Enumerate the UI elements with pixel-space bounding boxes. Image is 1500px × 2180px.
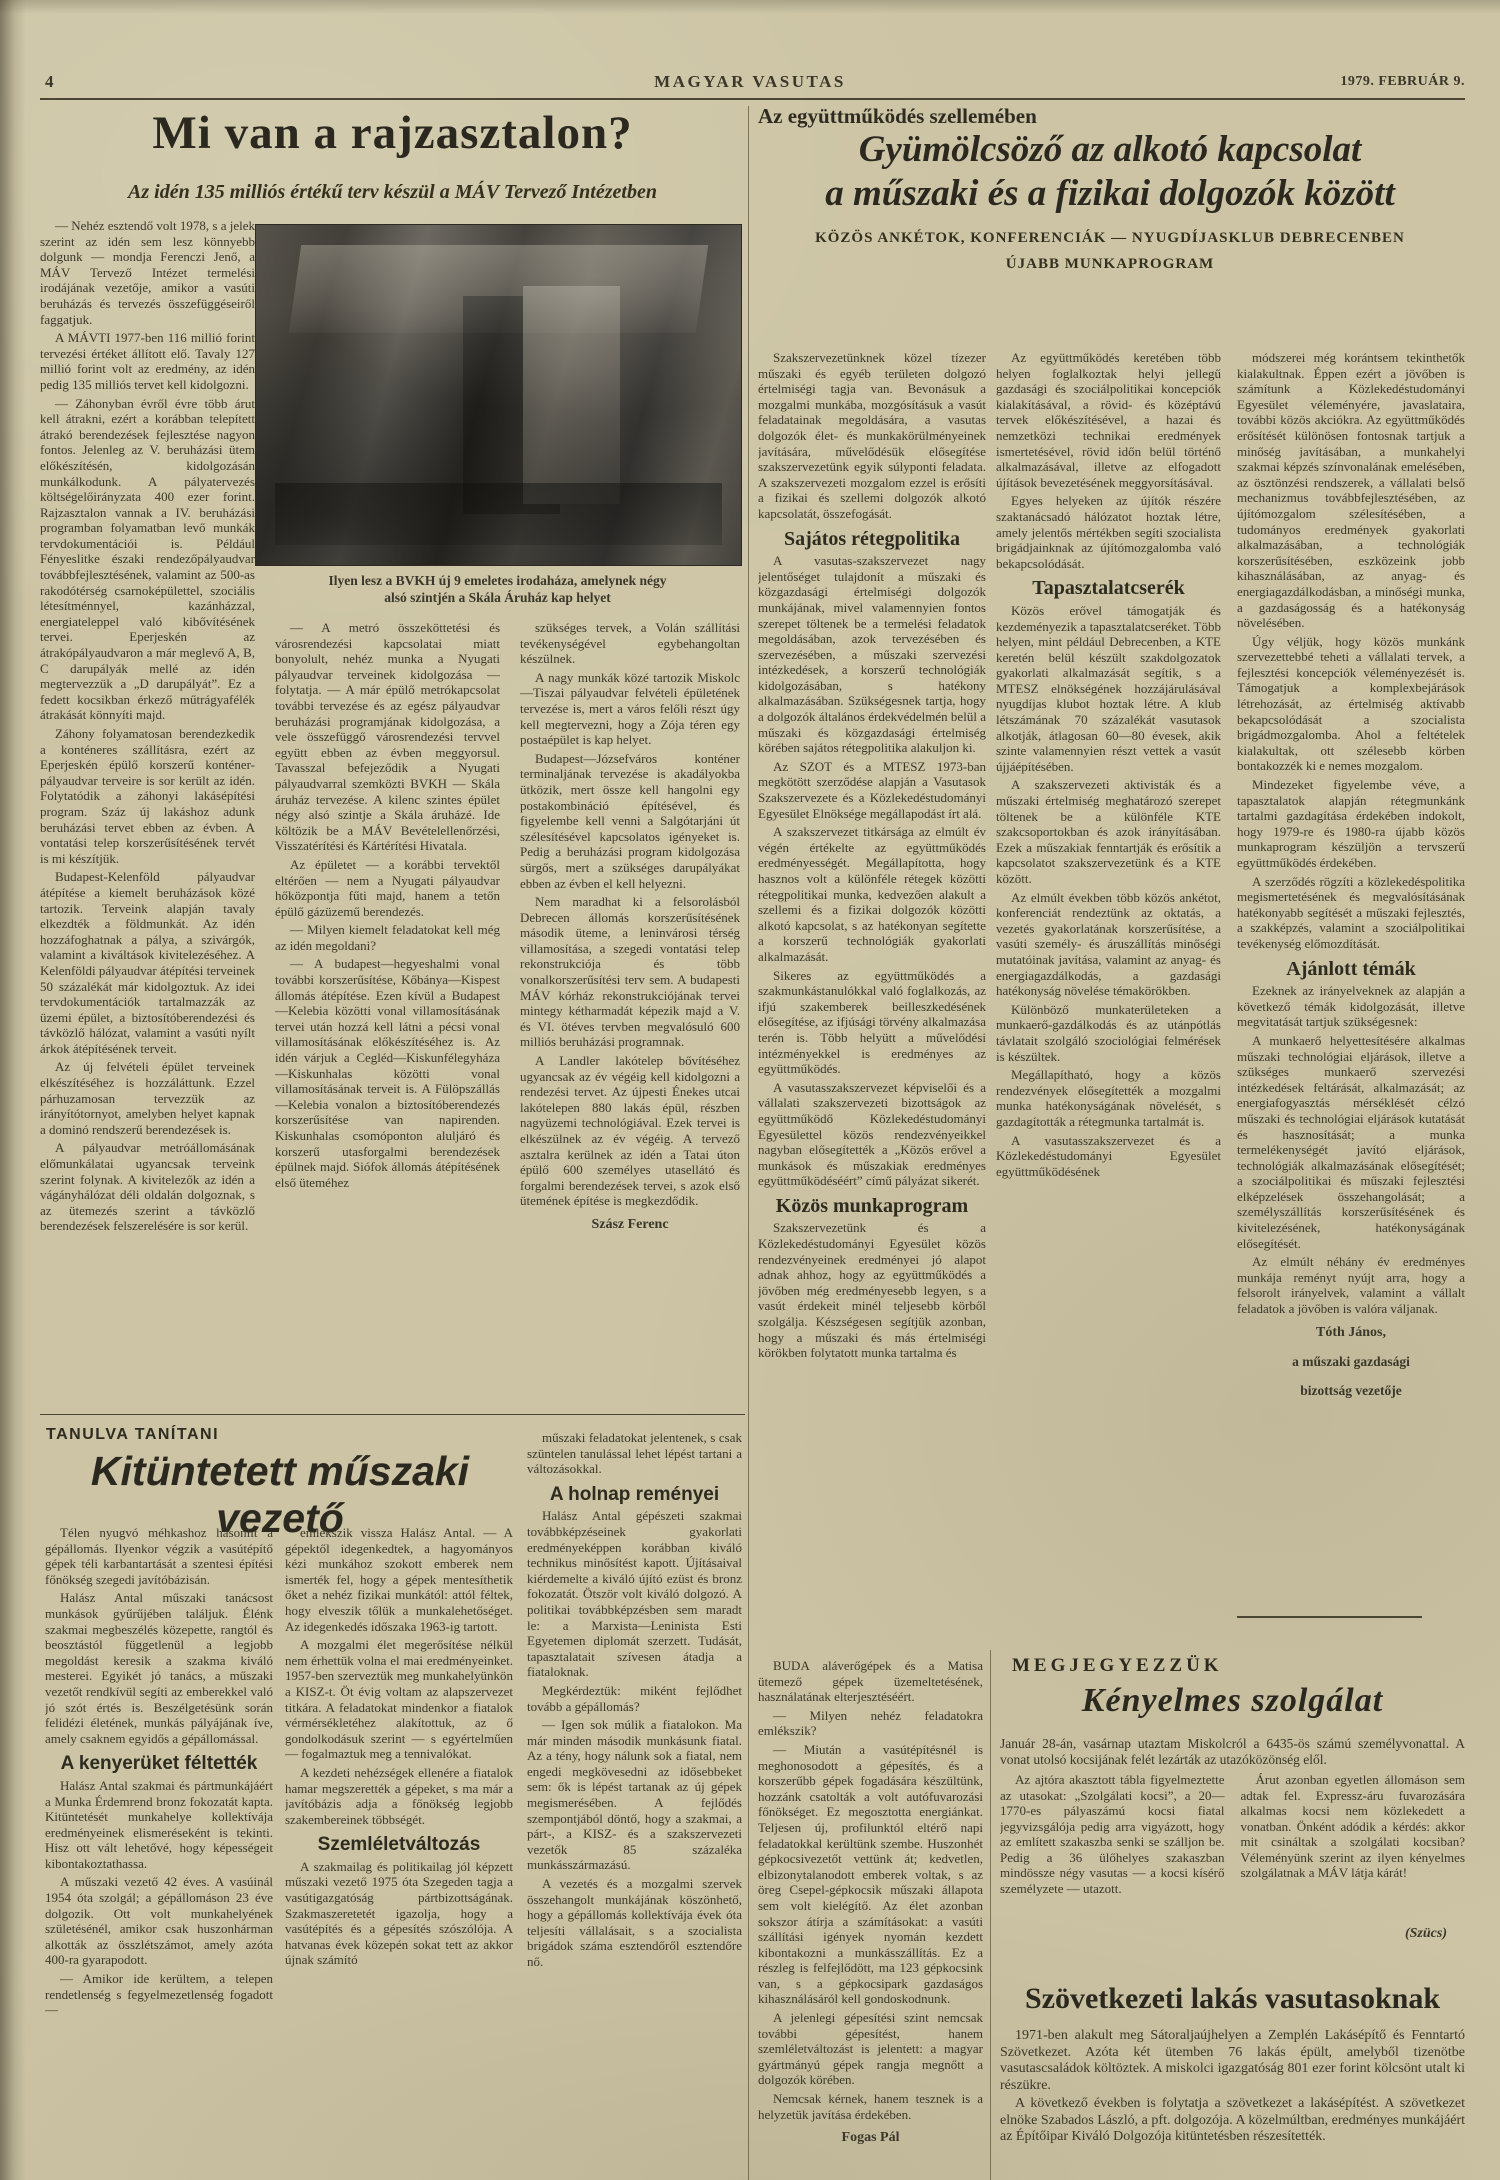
remark-kicker: MEGJEGYEZZÜK bbox=[1012, 1655, 1223, 1676]
paragraph: — A budapest—hegyeshalmi vonal további korszerűsítése, Kőbánya—Kispest állomás átépítése. Ezen kívül a Budapest—Kelebia közötti vonal villamosításának tervei után hozzá kell látni a pécsi vonal villamosításának előkészítéséhez is. Az idén várjuk a Cegléd—Kiskunfélegyháza—Kiskunhalas közötti vonal villamosításának terveit is. A Fülöpszállás—Kelebia vonalon a biztosítóberendezés korszerűsítése van napirenden. Kiskunhalas csomóponton aluljáró és korszerű utasforgalmi berendezések épülnek majd. Siófok állomás átépítésének első üteméhez bbox=[275, 956, 500, 1190]
paragraph: A műszaki vezető 42 éves. A vasúinál 1954 óta szolgál; a gépállomáson 23 éve dolgozik. Ott volt munkahelyének születésénél, amikor csak huszonhárman alkották az összlétszámot, amely azóta 400-ra gyarapodott. bbox=[45, 1874, 273, 1968]
lead-column-3-text bbox=[520, 620, 740, 1209]
paragraph: Közös erővel támogatják és kezdeményezik a tapasztalatcseréket. Több helyen, mint például Debrecenben, a KTE keretén belül készült szakdolgozatok gyakorlati alkalmazását segítik, s a MTESZ elnökségének hozzájárulásával nyugdíjas klubot hoztak létre. A klub létszámának 70 százalékát vasutasok alkotják, átlagosan 60—80 évesek, akik szinte valamennyien részt vettek a vasút újjáépítésében. bbox=[996, 602, 1221, 774]
paragraph: Az SZOT és a MTESZ 1973-ban megkötött szerződése alapján a Vasutasok Szakszervezete és a Közlekedéstudományi Egyesület Elnöksége megállapodást írt alá. bbox=[758, 758, 986, 821]
paragraph: Megállapítható, hogy a közös rendezvények elősegítették a mozgalmi munka hatékonyságának növelését, s gazdagították a rétegmunka tartalmát is. bbox=[996, 1067, 1221, 1129]
paragraph: Egyes helyeken az újítók részére szaktanácsadó hálózatot hoztak létre, amely jelentős mértékben segíti szocialista brigádjainknak az újítómozgalomba való bekapcsolódását. bbox=[996, 493, 1221, 571]
paragraph: Megkérdeztük: miként fejlődhet tovább a gépállomás? bbox=[527, 1682, 742, 1714]
masthead: MAGYAR VASUTAS bbox=[654, 72, 846, 91]
paragraph: Budapest—Józsefváros konténer terminaljának tervezése is akadályokba ütközik, mert össze kell hangolni egy postakombináció építésével, és figyelembe kell venni a Salgótarjáni út szélesítésével kapcsolatos igényeket is. Pedig a beruházási program kidolgozása sürgős, mert a szükséges darupályákat ebben az évben el kell helyezni. bbox=[520, 750, 740, 891]
paragraph: A mozgalmi élet megerősítése nélkül nem érhettük volna el mai eredményeinket. 1957-ben szerveztük meg munkahelyünkön a KISZ-t. Öt évig voltam az alapszervezet titkára. A feladatokat mindenkor a fiatalok vérmérsékletéhez alakítottuk, az ő gondolkodásuk szerint — s egyértelműen — fogalmaztuk meg a tennivalókat. bbox=[285, 1637, 513, 1762]
paragraph: Halász Antal szakmai és pártmunkájáért a Munka Érdemrend bronz fokozatát kapta. Kitüntetését munkahelye kollektívája eredményeinek elismeréseként is tekinti. Hisz ott vált lehetővé, hogy képességeit kibontakoztathassa. bbox=[45, 1777, 273, 1871]
subhead-a-holnap-remenyei: A holnap reményei bbox=[549, 1483, 720, 1505]
photo-foreground-shadow bbox=[275, 483, 721, 544]
paragraph: — Miután a vasútépítésnél is meghonosodott a gépesítés, és a korszerűbb gépek fogadására készültünk, hozzánk csatolták a volt autófuvarozási főnökséget. Ez megosztotta energiánkat. Teljesen új, profilunktól eltérő napi feladatokkal kerültünk szembe. Huszonhét gépkocsivezetőt vettünk át; kedvetlen, elbizonytalanodott emberek voltak, s az öreg Csepel-gépkocsik műszaki állapota sem volt kielégítő. Az élet azonban sokszor átírja a számításokat: a vasúti szállítási igények nyomán kezdett kibontakozni a munkásszállítás. Ez a részleg is felfejlődött, ma 123 gépkocsink van, s a gépkocsipark gazdaságos kihasználásáról kell gondoskodnunk. bbox=[758, 1741, 983, 2007]
paragraph: Nemcsak kérnek, hanem tesznek is a helyzetük javítása érdekében. bbox=[758, 2091, 983, 2122]
training-column-3 bbox=[527, 1430, 742, 2175]
lead-column-3 bbox=[520, 620, 740, 1400]
coop-column-c bbox=[1237, 350, 1465, 1610]
paragraph: A szakmailag és politikailag jól képzett műszaki vezető 1975 óta Szegeden tagja a vasútigazgatóság pártbizottságának. Szakmaszeretetét igazolja, hogy a vasútépítés és a gépesítés szószólója. A hatvanas évek közepén sokat tett az akkor újnak számító bbox=[285, 1858, 513, 1968]
paragraph: — Milyen kiemelt feladatokat kell még az idén megoldani? bbox=[275, 922, 500, 953]
subhead-szemleletvaltozas: Szemléletváltozás bbox=[317, 1834, 481, 1856]
lead-headline: Mi van a rajzasztalon? bbox=[152, 107, 633, 159]
remark-intro: Január 28-án, vasárnap utaztam Miskolcról a 6435-ös számú személyvonattal. A vonat utolsó kocsijának felét lezárták az utazóközönség elől. bbox=[1000, 1736, 1465, 1767]
training-col1-post bbox=[45, 1778, 273, 2018]
subhead-sajatos-retegpolitika: Sajátos rétegpolitika bbox=[783, 527, 961, 550]
coop-byline-role2: bizottság vezetője bbox=[1300, 1383, 1402, 1399]
paragraph: Az épületet — a korábbi tervektől eltérően — nem a Nyugati pályaudvar hőközpontja fűti majd, hanem a tetőn épülő gázüzemű berendezés. bbox=[275, 856, 500, 919]
paragraph: A vezetés és a mozgalmi szervek összehangolt munkájának köszönhető, hogy a gépállomás kollektívája évek óta teljesíti vállalásait, s a szocialista brigádok száma esztendőről esztendőre nő. bbox=[527, 1876, 742, 1969]
training-col1-intro bbox=[45, 1525, 273, 1746]
paragraph: Nem maradhat ki a felsorolásból Debrecen állomás korszerűsítésének második üteme, a leninvárosi térség villamosítása, a szegedi vontatási telep rekonstrukciója és több vonalkorszerűsítési terv sem. A budapesti MÁV kórház rekonstrukciójának tervei mintegy kétharmadát képezik majd a V. és VI. ötéves tervben megvalósuló 600 milliós beruházási programnak. bbox=[520, 894, 740, 1050]
coop-col-b-post bbox=[996, 603, 1221, 1179]
training-kicker: TANULVA TANÍTANI bbox=[46, 1426, 220, 1443]
paragraph: A jelenlegi gépesítési szint nemcsak további gépesítést, hanem szemléletváltozást is jelentett: a magyar gyártmányú gépek rangja megnőtt a dolgozók körében. bbox=[758, 2010, 983, 2088]
paragraph: Az ajtóra akasztott tábla figyelmeztette az utasokat: „Szolgálati kocsi”, a 20—1770-es pályaszámú kocsi fiatal jegyvizsgálója pedig arra vigyázott, hogy az említett szakaszba senki se szálljon be. Pedig a 36 ülőhelyes szakaszban mindössze négy vasutas — a kocsi kísérő személyzete — utazott. bbox=[1000, 1772, 1225, 1896]
coop-headline-line1: Gyümölcsöző az alkotó kapcsolat bbox=[858, 129, 1362, 170]
photo-caption bbox=[255, 572, 740, 606]
scan-shadow-left bbox=[0, 0, 26, 2180]
subhead-kozos-munkaprogram: Közös munkaprogram bbox=[775, 1194, 969, 1217]
paragraph: Árut azonban egyetlen állomáson sem adtak fel. Expressz-áru fuvarozására alkalmas kocsi nem közlekedett a vonatban. Önként adódik a kérdés: akkor mit csináltak a szolgálati kocsiban? Véleményünk szerint az ilyen kényelmes szolgálatnak a MÁV látja kárát! bbox=[1240, 1772, 1465, 1880]
paragraph: BUDA aláverőgépek és a Matisa ütemező gépek üzemeltetésének, használatának elterjesztéséért. bbox=[758, 1658, 983, 1705]
paragraph: Télen nyugvó méhkashoz hasonlít a gépállomás. Ilyenkor végzik a vasútépítő gépek téli karbantartását a szentesi építési főnökség szegedi javítóbázisán. bbox=[45, 1525, 273, 1587]
paragraph: Különböző munkaterületeken a munkaerő-gazdálkodás és az utánpótlás távlatait szolgáló szociológiai felmérések is készültek. bbox=[996, 1001, 1221, 1064]
lead-column-1 bbox=[40, 218, 255, 1400]
coop-col-a-mid bbox=[758, 553, 986, 1189]
training-col3-intro bbox=[527, 1430, 742, 1477]
remark-body bbox=[1000, 1772, 1465, 1924]
paragraph: A szakszervezeti aktivisták és a műszaki értelmiség meghatározó szerepet töltenek be a különféle KTE szakcsoportokban és azok irányításában. Ezek a műszakiak fenntartják és erősítik a kapcsolatot szakszervezetünk és a KTE között. bbox=[996, 777, 1221, 886]
paragraph: műszaki feladatokat jelentenek, s csak szüntelen tanulással lehet lépést tartani a változásokkal. bbox=[527, 1430, 742, 1477]
paragraph: A nagy munkák közé tartozik Miskolc—Tiszai pályaudvar felvételi épületének tervezése is, mert a város felőli részt úgy kell megtervezni, hogy a Zója téren egy postaépület is kap helyet. bbox=[520, 669, 740, 748]
paragraph: A szerződés rögzíti a közlekedéspolitika megismertetésének és megvalósításának hatékonyabb segítését a műszaki fejlesztés, a szakképzés, valamint a szociálpolitikai tevékenység előmozdítását. bbox=[1237, 873, 1465, 951]
page-number: 4 bbox=[45, 72, 54, 91]
coop-deck-line2: ÚJABB MUNKAPROGRAM bbox=[1005, 256, 1215, 272]
paragraph: A Landler lakótelep bővítéséhez ugyancsak az év végéig kell kidolgozni a rendezési tervet. Az újpesti Énekes utcai lakótelepen 880 lakás épül, részben nagyüzemi technológiával. Ezek tervei is elkészülnek az év végéig. A tervező asztalra kerülnek az idén a Tatai úton épülő 600 személyes utasellátó és forgalmi berendezések tervei, s azok első ütemének építése is megkezdődik. bbox=[520, 1053, 740, 1209]
coop-byline-role1: a műszaki gazdasági bbox=[1292, 1354, 1410, 1370]
paragraph: Úgy véljük, hogy közös munkánk szervezettebbé teheti a vállalati tervek, a fejlesztési koncepciók véleményezését is. Támogatjuk a komplexbejárások létrehozását, az értelmiség aktívabb bekapcsolódását a szocialista brigádmozgalomba. Ahol a feltételek kialakultak, ott szélesebb körben bontakozzék ki e nemes mozgalom. bbox=[1237, 633, 1465, 774]
paragraph: A következő években is folytatja a szövetkezet a lakásépítést. A szövetkezet elnöke Szabados László, a pft. dolgozója. A közelmúltban, eredményes munkájáért az Építőipar Kiváló Dolgozója kitüntetésben részesítették. bbox=[1000, 2096, 1465, 2144]
training-byline: Fogas Pál bbox=[841, 2130, 900, 2146]
housing-headline: Szövetkezeti lakás vasutasoknak bbox=[1024, 1982, 1441, 2015]
paragraph: módszerei még korántsem tekinthetők kialakultnak. Éppen ezért a jövőben is számítunk a Közlekedéstudományi Egyesület véleményére, javaslataira, további közös akciókra. Az együttműködés erősítését különösen fontosnak tartjuk a minőség javításában, a munkahelyi szakmai képzés színvonalának emelésében, az ösztönzési rendszerek, a vállalati belső mechanizmus továbbfejlesztésében, az újítómozgalom szélesítésében, a tudományos eredmények gyakorlati alkalmazásában, a technológiák korszerűsítésében, eszközeink jobb kihasználásában, az anyag- és energiagazdálkodásban, a minőségi munka, a gazdaságosság és a hatékonyság növelésében. bbox=[1237, 350, 1465, 631]
paragraph: Budapest-Kelenföld pályaudvar átépítése a kiemelt beruházások közé tartozik. Terveink alapján tavaly elkezdték a földmunkát. Az idén hozzáfoghatnak a pálya, a szivárgók, valamint a kiváltások kivitelezéséhez. A Kelenföldi pályaudvar átépítési terveinek 50 százalékát már kidolgoztuk. Az idei tervdokumentációk tartalmazzák az üzemi épület, a biztosítóberendezési és távközlő hálózat, valamint a vasúti nyílt árkok átépítésének terveit. bbox=[40, 869, 255, 1056]
training-column-4 bbox=[758, 1658, 983, 2175]
paragraph: — A metró összeköttetési és városrendezési kapcsolatai miatt bonyolult, nehéz munka a Nyugati pályaudvar terveinek kidolgozása — folytatja. — A már épülő metrókapcsolat további tervezése és az egész pályaudvar beruházási programjának kidolgozása, a vele összefüggő városrendezési tervvel együtt ebben az évben meggyorsul. Tavasszal befejeződik a Nyugati pályaudvarral szemközti BVKH — Skála áruház tervezése. A kilenc szintes épület négy alsó szintje a Skála áruházé. Ide költözik be a MÁV Bevételellenőrzési, Visszatérítési és Kártérítési Hivatala. bbox=[275, 620, 500, 854]
paragraph: A MÁVTI 1977-ben 116 millió forint tervezési értéket állított elő. Tavaly 127 millió forint volt az eredmény, az idén pedig 135 milliós tervet kell kidolgozni. bbox=[40, 330, 255, 392]
coop-col-a-intro bbox=[758, 350, 986, 522]
training-col2-intro bbox=[285, 1525, 513, 1827]
lead-column-2 bbox=[275, 620, 500, 1400]
paragraph: Ezeknek az irányelveknek az alapján a következő témák kidolgozását, illetve megvitatását tartjuk szükségesnek: bbox=[1237, 983, 1465, 1030]
coop-kicker: Az együttműködés szellemében bbox=[758, 104, 1037, 128]
paragraph: Szakszervezetünknek közel tízezer műszaki és egyéb területen dolgozó értelmiségi tagja van. Bevonásuk a mozgalmi munkába, mozgósításuk a vasút feladatainak megoldására, a vasutas dolgozók élet- és munkakörülményeinek javítására, művelődésük elősegítése szakszervezetünk egyik súlyponti feladata. A szakszervezeti mozgalom ezzel is erősíti a fizikai és szellemi dolgozók alkotó kapcsolatát, összefogását. bbox=[758, 350, 986, 521]
coop-col-c-post bbox=[1237, 983, 1465, 1316]
page-column-divider bbox=[748, 106, 749, 2180]
paragraph: Az együttműködés keretében több helyen foglalkoztak helyi jellegű gazdasági és szociálpolitikai koncepciók kialakításával, a rövid- és középtávú tervek előkészítésével, a hazai és nemzetközi technikai eredmények ismertetésével, rövid időn belül történő alkalmazásával, illetve az elfogadott újítások bevezetésének meggyorsításával. bbox=[996, 350, 1221, 490]
lead-byline: Szász Ferenc bbox=[591, 1216, 669, 1232]
coop-end-rule bbox=[1237, 1616, 1422, 1618]
paragraph: emlékszik vissza Halász Antal. — A gépektől idegenkedtek, a hagyományos kézi munkához szokott emberek nem ismerték fel, hogy a gépek mentesíthetik őket a nehéz fizikai munkától: attól féltek, hogy elveszik tőlük a munkalehetőséget. Az idegenkedés időszaka 1963-ig tartott. bbox=[285, 1525, 513, 1634]
housing-body bbox=[1000, 2028, 1465, 2173]
subhead-ajanlott-temak: Ajánlott témák bbox=[1286, 957, 1416, 980]
training-column-2 bbox=[285, 1525, 513, 2175]
paragraph: szükséges tervek, a Volán szállítási tevékenységével egybehangoltan készülnek. bbox=[520, 620, 740, 667]
paragraph: — Amikor ide kerültem, a telepen rendetlenség s fegyelmezetlenség fogadott — bbox=[45, 1971, 273, 2018]
subhead-tapasztalatcserek: Tapasztalatcserék bbox=[1032, 577, 1185, 600]
paragraph: A kezdeti nehézségek ellenére a fiatalok hamar megszerették a gépeket, s ma már a javítóbázis adja a főnökség legjobb szakembereinek többségét. bbox=[285, 1764, 513, 1827]
header-rule bbox=[40, 98, 1465, 100]
paragraph: Az elmúlt néhány év eredményes munkája reményt nyújt arra, hogy a felsorolt irányelvek, valamint a vállalt feladatok a jövőben is valóra váljanak. bbox=[1237, 1254, 1465, 1317]
section-rule bbox=[40, 1414, 745, 1415]
page-date: 1979. FEBRUÁR 9. bbox=[1340, 74, 1465, 89]
paragraph: A vasutasszakszervezet képviselői és a vállalati szakszervezeti bizottságok az együttműködő Közlekedéstudományi Egyesülettel közös rendezvényeikkel nagyban elősegítették a „Közös erővel a munkások és műszakiak eredményes együttműködéséért” című pályázat sikerét. bbox=[758, 1079, 986, 1189]
paragraph: Mindezeket figyelembe véve, a tapasztalatok alapján rétegmunkánk tartalmi gazdagítása érdekében indokolt, hogy 1979-re és 1980-ra újabb közös munkaprogram készüljön a tervszerű együttműködés érdekében. bbox=[1237, 777, 1465, 870]
training-col4-text bbox=[758, 1658, 983, 2122]
training-col2-post bbox=[285, 1859, 513, 1968]
paragraph: Záhony folyamatosan berendezkedik a konténeres szállításra, ezért az Eperjeskén épülő korszerű konténer-pályaudvar terveire is sor került az idén. Folytatódik a záhonyi lakásépítési program. Száz új lakáshoz adunk beruházási tervet ebben az évben. A vontatási telep korszerűsítésének tervét is mi készítjük. bbox=[40, 726, 255, 866]
lead-subtitle: Az idén 135 milliós értékű terv készül a MÁV Tervező Intézetben bbox=[128, 181, 657, 203]
subhead-a-kenyeruket-feltettek: A kenyerüket féltették bbox=[60, 1753, 258, 1775]
paragraph: Az új felvételi épület terveinek elkészítéséhez is hozzáláttunk. Ezzel párhuzamosan tervezzük az irányítótornyot, amelyben helyet kapnak a dominó rendszerű berendezések is. bbox=[40, 1059, 255, 1137]
photo-caption-line1: Ilyen lesz a BVKH új 9 emeletes irodaháza, amelynek négy bbox=[328, 573, 667, 588]
training-column-1 bbox=[45, 1525, 273, 2175]
coop-deck-line1: KÖZÖS ANKÉTOK, KONFERENCIÁK — NYUGDÍJASKLUB DEBRECENBEN bbox=[815, 230, 1405, 246]
coop-col-c-intro bbox=[1237, 350, 1465, 952]
paragraph: A pályaudvar metróállomásának előmunkálatai ugyancsak terveink szerint folynak. A kivitelezők az idén a vágányhálózat déli oldalán dolgoznak, s az ütemezés szerint a távközlő berendezések felszerelésére is sor kerül. bbox=[40, 1140, 255, 1234]
paragraph: Halász Antal gépészeti szakmai továbbképzéseinek gyakorlati eredményeképpen korábban kiváló technikus minősítést kapott. Újításaival kiérdemelte a kiváló újító ezüst és bronz fokozatát. Ötször volt kiváló dolgozó. A politikai továbbképzésben sem maradt le: a Marxista—Leninista Esti Egyetemen diplomát szerzett. Tudását, tapasztalatait szívesen átadja a fiataloknak. bbox=[527, 1508, 742, 1680]
paragraph: — Igen sok múlik a fiatalokon. Ma már minden második munkásunk fiatal. Az a tény, hogy nálunk sok a fiatal, nem engedi megkövesedni az idősebbeket sem: ők is lépést tartanak az új gépek megismerésében. A fejlődés szempontjából döntő, hogy a szakmai, a párt-, a KISZ- és a szakszervezeti vezetők 85 százaléka munkásszármazású. bbox=[527, 1717, 742, 1873]
scan-shadow-top bbox=[0, 0, 1500, 14]
paragraph: Sikeres az együttműködés a szakmunkástanulókkal való foglalkozás, az ifjú szakemberek beilleszkedésének elősegítése, az ifjúsági törvény alkalmazása terén is. Több helyütt a művelődési intézményekkel is eredményes az együttműködés. bbox=[758, 967, 986, 1077]
paragraph: — Nehéz esztendő volt 1978, s a jelek szerint az idén sem lesz könnyebb dolgunk — mondja Ferenczi Jenő, a MÁV Tervező Intézet termelési irodájának vezetője, amikor a vasúti beruházás és tervezés összefüggéseiről faggatjuk. bbox=[40, 218, 255, 327]
coop-headline-line2: a műszaki és a fizikai dolgozók között bbox=[825, 173, 1395, 214]
photo-building-shape bbox=[523, 286, 620, 504]
training-col3-post bbox=[527, 1508, 742, 1969]
coop-col-b-intro bbox=[996, 350, 1221, 571]
coop-column-b bbox=[996, 350, 1221, 1630]
paragraph: Szakszervezetünk és a Közlekedéstudományi Egyesület közös rendezvényeinek eredményei jó alapot adnak ahhoz, hogy az együttműködés a jövőben még eredményesebb legyen, s a vasút érdekeit minél teljesebb körből szolgálja. Készségesen segítjük azonban, hogy a műszaki és más értelmiségi körökben folytatott munka tartalma és bbox=[758, 1220, 986, 1361]
paragraph: Az elmúlt években több közös ankétot, konferenciát rendeztünk az oktatás, a vezetés gyakorlatának korszerűsítése, a vasúti személy- és áruszállítás minőségi mutatóinak javítása, valamint az anyag- és energiagazdálkodás, a gazdasági hatékonyság növelése témakörökben. bbox=[996, 889, 1221, 999]
remark-headline: Kényelmes szolgálat bbox=[1081, 1682, 1384, 1719]
paragraph: — Milyen nehéz feladatokra emlékszik? bbox=[758, 1707, 983, 1739]
drawing-board-photo bbox=[255, 224, 742, 566]
training-headline: Kitüntetett műszaki vezető bbox=[90, 1448, 470, 1541]
coop-col-a-post bbox=[758, 1220, 986, 1360]
photo-caption-line2: alsó szintjén a Skála Áruház kap helyet bbox=[384, 590, 611, 605]
paragraph: — Záhonyban évről évre több árut kell átrakni, ezért a korábban telepített átrakó berendezések fejlesztése nagyon fontos. Jelenleg az V. beruházási ütem előkészítésén, kidolgozásán munkálkodunk. A pályatervezés költségelőirányzata 400 ezer forint. Rajzasztalon vannak a IV. beruházási programban folyamatban levő munkák tervdokumentációi is. Például Fényeslitke északi rendezőpályaudvar továbbfejlesztésének, valamint az 500-as rakodótérség csarnoképülettel, szociális létesítménnyel, kazánházzal, energiateleppel való kibővítésének tervei. Eperjeskén az átrakópályaudvaron a már meglevő A, B, C darupályák mellé az idén megtervezzük a „D darupályát”. Ez a fedett kocsikban érkező műtrágyafélék átrakását könnyíti majd. bbox=[40, 395, 255, 723]
photo-sky-area bbox=[289, 245, 709, 333]
paragraph: A vasutasszakszervezet és a Közlekedéstudományi Egyesület együttműködésének bbox=[996, 1132, 1221, 1179]
coop-byline-name: Tóth János, bbox=[1315, 1324, 1387, 1340]
coop-column-a bbox=[758, 350, 986, 1645]
paragraph: 1971-ben alakult meg Sátoraljaújhelyen a Zemplén Lakásépítő és Fenntartó Szövetkezet. Azóta két ütemben 76 lakás épült, amelyből tizenötbe vasutascsaládok költöztek. A miskolci igazgatóság 801 ezer forint kölcsönt utalt ki részükre. bbox=[1000, 2028, 1465, 2093]
paragraph: A munkaerő helyettesítésére alkalmas műszaki technológiai eljárások, illetve a szükséges munkaerő szervezési intézkedések feltárását, alkalmazását; az energiafogyasztás mérséklését célzó műszaki és technológiai eljárások kutatását és hasznosítását; a munka termelékenységét javító eljárások, technológiák alkalmazásának elősegítését; a szociálpolitikai és műszaki fejlesztési elképzelések összehangolását; a személyszállítás korszerűsítésének és kivitelezésének, hatékonyságának elősegítését. bbox=[1237, 1032, 1465, 1251]
paragraph: A szakszervezet titkársága az elmúlt év végén értékelte az együttműködés eredményességét. Megállapította, hogy hasznos volt a különféle rétegek közötti rétegpolitikai munka, kedvezően alakult a szellemi és a fizikai dolgozók közötti alkotó kapcsolat, s az hatékonyan segítette a korszerű technológiák gyakorlati alkalmazását. bbox=[758, 824, 986, 964]
paragraph: Halász Antal műszaki tanácsost munkások gyűrűjében találjuk. Élénk szakmai megbeszélés közepette, rangtól és beosztástól függetlenül a legjobb megoldást keresik a szakma kiváló mesterei. Egyikét jó tanács, a műszaki vezetőt rendkívül segíti az emberekkel való jó szót értés is. Beszélgetésünk során felidézi életének, munkás pályájának íve, amely csaknem egyidős a gépállomással. bbox=[45, 1590, 273, 1746]
box-column-divider bbox=[990, 1650, 991, 2180]
remark-signature: (Szücs) bbox=[1404, 1926, 1447, 1941]
paragraph: A vasutas-szakszervezet nagy jelentőséget tulajdonít a műszaki és közgazdasági értelmiségi dolgozók munkájának, mivel valamennyien fontos szerepet töltenek be a termelési feladatok megoldásában, azok tervezésében és szervezésében, a műszaki szervezési intézkedések, a korszerű technológiák kidolgozásában, s hatékony alkalmazásában. Szükségesnek tartja, hogy a dolgozók általános érdekvédelmén belül a műszaki és közgazdasági értelmiség körében sajátos rétegpolitika alakuljon ki. bbox=[758, 553, 986, 756]
